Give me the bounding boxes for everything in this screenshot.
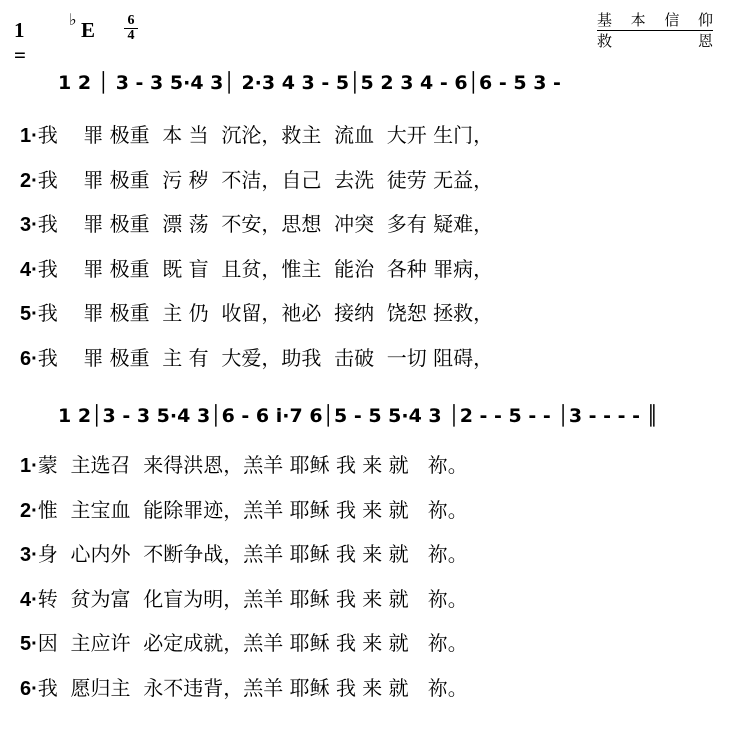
verse-number: 5·: [20, 633, 38, 655]
verse-line: [20, 628, 743, 673]
verse-line: [20, 584, 743, 629]
notation-line-1: [58, 72, 561, 108]
verse-line: [20, 673, 743, 718]
verses-part-2: [0, 450, 743, 717]
verse-line: [20, 165, 743, 210]
verse-line: [20, 298, 743, 343]
verse-number: 1·: [20, 455, 38, 477]
hymn-meta: [597, 10, 713, 51]
verse-number: 5·: [20, 303, 38, 325]
verse-text: 我 罪 极重 本 当 沉沦，救主 流血 大开 生门，: [37, 123, 494, 147]
verse-line: [20, 343, 743, 388]
verse-number: 3·: [20, 214, 38, 236]
verse-line: [20, 495, 743, 540]
verse-text: 我 愿归主 永不违背，羔羊 耶稣 我 来 就 祢。: [37, 675, 468, 700]
notation-text: 1 2│3 - 3 5·4 3│6 - 6 i·7 6│5 - 5 5·4 3 │2 - - 5 - - │3 - - - - ║: [58, 405, 659, 427]
verse-number: 2·: [20, 169, 38, 192]
hymn-title: 基本信仰: [597, 11, 713, 29]
verse-line: [20, 209, 743, 254]
verse-line: [20, 539, 743, 584]
meter-denominator: 4: [127, 28, 135, 43]
verse-number: 3·: [20, 544, 38, 566]
verse-text: 我 罪 极重 既 盲 且贫，惟主 能治 各种 罪病，: [37, 256, 494, 281]
verse-text: 蒙 主选召 来得洪恩，羔羊 耶稣 我 来 就 祢。: [37, 453, 468, 477]
key-note: E: [81, 18, 96, 42]
time-signature: [124, 14, 138, 43]
verse-number: 1·: [20, 125, 38, 147]
verse-text: 我 罪 极重 主 仍 收留，祂必 接纳 饶恕 拯救，: [37, 301, 494, 325]
verse-number: 4·: [20, 258, 38, 281]
verse-number: 2·: [20, 499, 38, 522]
verse-text: 惟 主宝血 能除罪迹，羔羊 耶稣 我 来 就 祢。: [37, 497, 468, 522]
notation-line-2: [58, 405, 658, 441]
verse-text: 身 心内外 不断争战，羔羊 耶稣 我 来 就 祢。: [37, 542, 468, 566]
flat-sign: ♭: [69, 12, 77, 29]
verse-text: 因 主应许 必定成就，羔羊 耶稣 我 来 就 祢。: [37, 631, 468, 655]
verse-text: 我 罪 极重 污 秽 不洁，自己 去洗 徒劳 无益，: [37, 167, 494, 192]
verse-text: 转 贫为富 化盲为明，羔羊 耶稣 我 来 就 祢。: [37, 586, 468, 611]
hymn-author: 救恩: [597, 32, 713, 50]
verse-line: [20, 254, 743, 299]
verses-part-1: [0, 120, 743, 387]
notation-text: 1 2 │ 3 - 3 5·4 3│ 2·3 4 3 - 5│5 2 3 4 - 6│6 - 5 3 -: [58, 72, 561, 94]
verse-text: 我 罪 极重 漂 荡 不安，思想 冲突 多有 疑难，: [37, 212, 494, 236]
verse-line: [20, 450, 743, 495]
meter-numerator: 6: [124, 14, 138, 29]
key-prefix: 1 =: [14, 18, 26, 67]
verse-number: 6·: [20, 677, 38, 700]
verse-number: 6·: [20, 347, 38, 370]
verse-line: [20, 120, 743, 165]
verse-text: 我 罪 极重 主 有 大爱，助我 击破 一切 阻碍，: [37, 345, 494, 370]
verse-number: 4·: [20, 588, 38, 611]
